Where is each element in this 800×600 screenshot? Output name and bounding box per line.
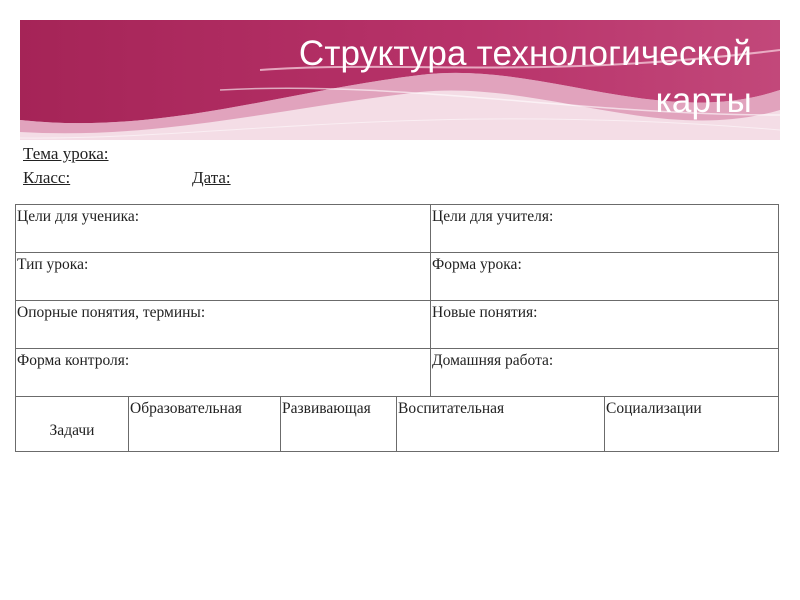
page-title bbox=[152, 30, 752, 124]
task-socialization-cell: Социализации bbox=[605, 397, 779, 452]
tasks-row bbox=[16, 397, 779, 452]
title-banner bbox=[20, 20, 780, 140]
table-row bbox=[16, 301, 779, 349]
lesson-type-cell: Тип урока: bbox=[16, 253, 431, 301]
tech-card-table bbox=[15, 204, 779, 452]
key-concepts-cell: Опорные понятия, термины: bbox=[16, 301, 431, 349]
task-educational-cell: Образовательная bbox=[129, 397, 281, 452]
table-row bbox=[16, 253, 779, 301]
control-form-cell: Форма контроля: bbox=[16, 349, 431, 397]
task-developmental-cell: Развивающая bbox=[281, 397, 397, 452]
date-label: Дата: bbox=[192, 168, 231, 187]
tasks-label-cell: Задачи bbox=[16, 397, 129, 452]
student-goals-cell: Цели для ученика: bbox=[16, 205, 431, 253]
new-concepts-cell: Новые понятия: bbox=[431, 301, 779, 349]
title-line-2: карты bbox=[655, 81, 752, 120]
table-row bbox=[16, 349, 779, 397]
teacher-goals-cell: Цели для учителя: bbox=[431, 205, 779, 253]
lesson-topic-label: Тема урока: bbox=[23, 144, 109, 163]
class-label: Класс: bbox=[23, 168, 71, 187]
table-row bbox=[16, 205, 779, 253]
homework-cell: Домашняя работа: bbox=[431, 349, 779, 397]
title-line-1: Структура технологической bbox=[298, 34, 752, 73]
task-upbringing-cell: Воспитательная bbox=[397, 397, 605, 452]
lesson-form-cell: Форма урока: bbox=[431, 253, 779, 301]
